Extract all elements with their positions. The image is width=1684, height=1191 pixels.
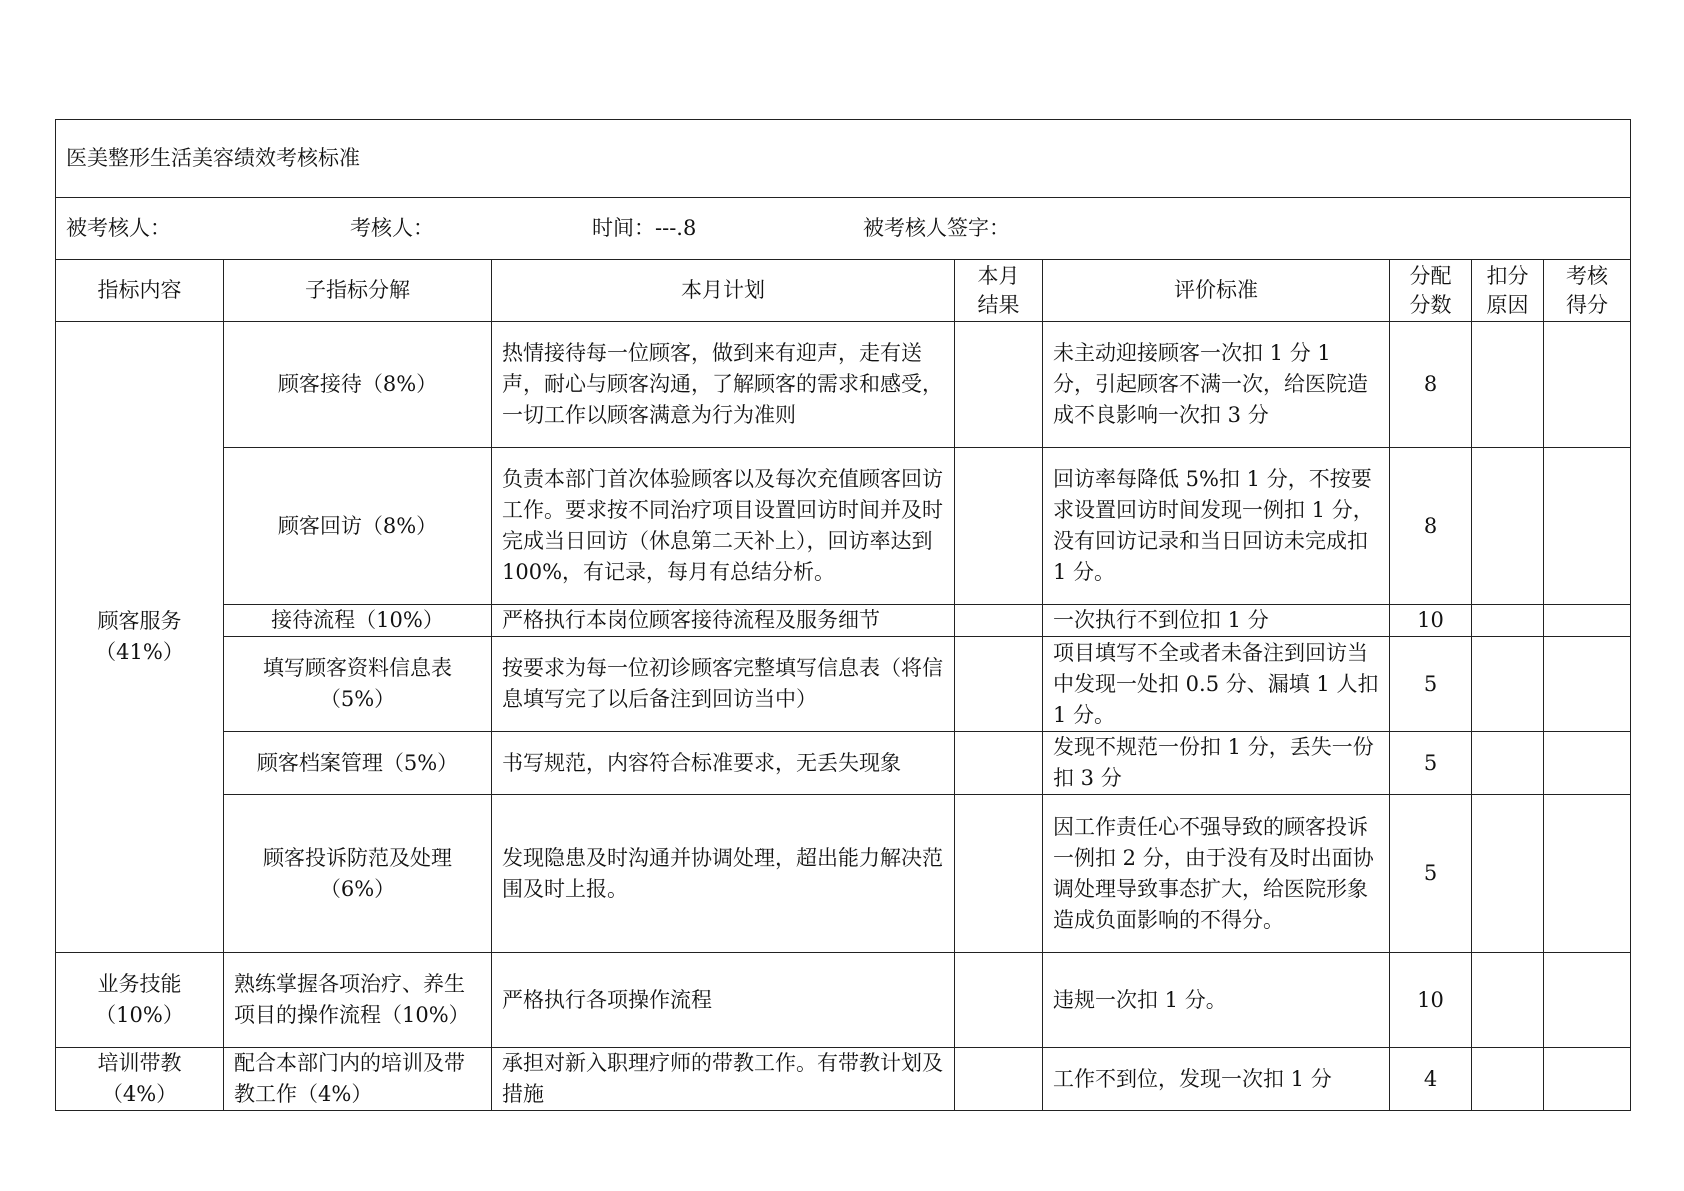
- result-cell[interactable]: [955, 637, 1043, 732]
- result-cell[interactable]: [955, 795, 1043, 953]
- plan-cell: 严格执行各项操作流程: [492, 953, 955, 1048]
- result-cell[interactable]: [955, 448, 1043, 605]
- performance-table: [55, 119, 1631, 1111]
- plan-cell: 热情接待每一位顾客，做到来有迎声，走有送声，耐心与顾客沟通，了解顾客的需求和感受，一切工作以顾客满意为行为准则: [492, 322, 955, 448]
- final-score-cell[interactable]: [1544, 732, 1631, 795]
- score-cell: 5: [1390, 732, 1472, 795]
- plan-cell: 发现隐患及时沟通并协调处理，超出能力解决范围及时上报。: [492, 795, 955, 953]
- final-score-cell[interactable]: [1544, 1048, 1631, 1111]
- final-score-cell[interactable]: [1544, 637, 1631, 732]
- sub-indicator-cell: 填写顾客资料信息表（5%）: [224, 637, 492, 732]
- table-header-row: [56, 260, 1631, 322]
- page-title: 医美整形生活美容绩效考核标准: [56, 120, 1631, 198]
- score-cell: 8: [1390, 322, 1472, 448]
- final-score-cell[interactable]: [1544, 795, 1631, 953]
- sub-indicator-cell: 顾客接待（8%）: [224, 322, 492, 448]
- reason-cell[interactable]: [1472, 448, 1544, 605]
- criteria-cell: 项目填写不全或者未备注到回访当中发现一处扣 0.5 分、漏填 1 人扣 1 分。: [1043, 637, 1390, 732]
- category-skills: 业务技能 （10%）: [56, 953, 224, 1048]
- result-cell[interactable]: [955, 1048, 1043, 1111]
- sub-indicator-cell: 接待流程（10%）: [224, 605, 492, 637]
- reason-cell[interactable]: [1472, 732, 1544, 795]
- plan-cell: 承担对新入职理疗师的带教工作。有带教计划及措施: [492, 1048, 955, 1111]
- criteria-cell: 回访率每降低 5%扣 1 分，不按要求设置回访时间发现一例扣 1 分，没有回访记录和当日回访未完成扣 1 分。: [1043, 448, 1390, 605]
- meta-row: [56, 198, 1631, 260]
- header-result: 本月 结果: [955, 260, 1043, 322]
- criteria-cell: 发现不规范一份扣 1 分，丢失一份扣 3 分: [1043, 732, 1390, 795]
- category-training: 培训带教 （4%）: [56, 1048, 224, 1111]
- score-cell: 4: [1390, 1048, 1472, 1111]
- criteria-cell: 一次执行不到位扣 1 分: [1043, 605, 1390, 637]
- examiner-label: 考核人：: [350, 216, 434, 240]
- final-score-cell[interactable]: [1544, 322, 1631, 448]
- header-final: 考核 得分: [1544, 260, 1631, 322]
- result-cell[interactable]: [955, 732, 1043, 795]
- header-sub-indicator: 子指标分解: [224, 260, 492, 322]
- table-row: [56, 322, 1631, 448]
- table-row: [56, 795, 1631, 953]
- sub-indicator-cell: 配合本部门内的培训及带教工作（4%）: [224, 1048, 492, 1111]
- reason-cell[interactable]: [1472, 1048, 1544, 1111]
- reason-cell[interactable]: [1472, 605, 1544, 637]
- final-score-cell[interactable]: [1544, 605, 1631, 637]
- plan-cell: 严格执行本岗位顾客接待流程及服务细节: [492, 605, 955, 637]
- header-plan: 本月计划: [492, 260, 955, 322]
- table-row: [56, 448, 1631, 605]
- examinee-label: 被考核人：: [66, 216, 171, 240]
- header-reason: 扣分 原因: [1472, 260, 1544, 322]
- category-service: 顾客服务 （41%）: [56, 322, 224, 953]
- score-cell: 8: [1390, 448, 1472, 605]
- table-row: [56, 953, 1631, 1048]
- sub-indicator-cell: 顾客回访（8%）: [224, 448, 492, 605]
- signature-label: 被考核人签字：: [863, 216, 1010, 240]
- table-row: [56, 1048, 1631, 1111]
- score-cell: 10: [1390, 605, 1472, 637]
- criteria-cell: 违规一次扣 1 分。: [1043, 953, 1390, 1048]
- result-cell[interactable]: [955, 953, 1043, 1048]
- score-cell: 5: [1390, 637, 1472, 732]
- final-score-cell[interactable]: [1544, 953, 1631, 1048]
- sub-indicator-cell: 顾客投诉防范及处理（6%）: [224, 795, 492, 953]
- result-cell[interactable]: [955, 605, 1043, 637]
- reason-cell[interactable]: [1472, 637, 1544, 732]
- time-label: 时间：---.8: [592, 216, 697, 240]
- criteria-cell: 未主动迎接顾客一次扣 1 分 1 分，引起顾客不满一次，给医院造成不良影响一次扣 3 分: [1043, 322, 1390, 448]
- table-row: [56, 732, 1631, 795]
- final-score-cell[interactable]: [1544, 448, 1631, 605]
- plan-cell: 按要求为每一位初诊顾客完整填写信息表（将信息填写完了以后备注到回访当中）: [492, 637, 955, 732]
- reason-cell[interactable]: [1472, 322, 1544, 448]
- reason-cell[interactable]: [1472, 795, 1544, 953]
- criteria-cell: 因工作责任心不强导致的顾客投诉一例扣 2 分，由于没有及时出面协调处理导致事态扩大，给医院形象造成负面影响的不得分。: [1043, 795, 1390, 953]
- table-row: [56, 605, 1631, 637]
- criteria-cell: 工作不到位，发现一次扣 1 分: [1043, 1048, 1390, 1111]
- header-indicator: 指标内容: [56, 260, 224, 322]
- score-cell: 5: [1390, 795, 1472, 953]
- plan-cell: 负责本部门首次体验顾客以及每次充值顾客回访工作。要求按不同治疗项目设置回访时间并及时完成当日回访（休息第二天补上），回访率达到 100%，有记录，每月有总结分析。: [492, 448, 955, 605]
- table-row: [56, 637, 1631, 732]
- header-score: 分配 分数: [1390, 260, 1472, 322]
- header-criteria: 评价标准: [1043, 260, 1390, 322]
- sub-indicator-cell: 顾客档案管理（5%）: [224, 732, 492, 795]
- sub-indicator-cell: 熟练掌握各项治疗、养生项目的操作流程（10%）: [224, 953, 492, 1048]
- score-cell: 10: [1390, 953, 1472, 1048]
- reason-cell[interactable]: [1472, 953, 1544, 1048]
- result-cell[interactable]: [955, 322, 1043, 448]
- plan-cell: 书写规范，内容符合标准要求，无丢失现象: [492, 732, 955, 795]
